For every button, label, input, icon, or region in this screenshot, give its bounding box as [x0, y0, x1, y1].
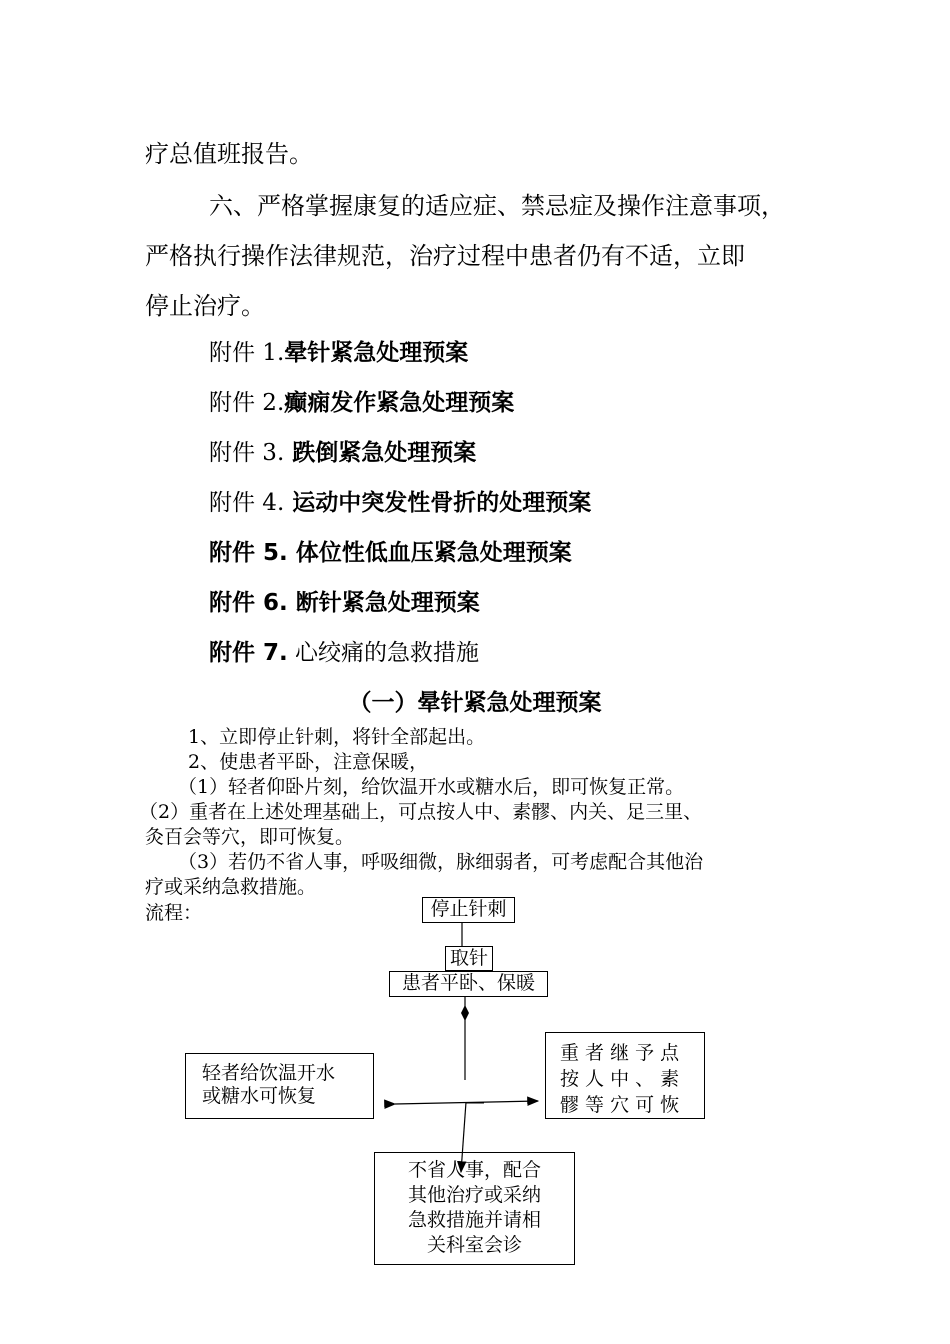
attachment-title: 跌倒紧急处理预案	[284, 440, 477, 466]
attachment-title: 运动中突发性骨折的处理预案	[284, 490, 592, 516]
flow-box-text: 取针	[449, 947, 488, 969]
flow-box-text: 关科室会诊	[426, 1234, 522, 1256]
step-line: 疗或采纳急救措施。	[145, 876, 317, 898]
paragraph-six-line2: 严格执行操作法律规范，治疗过程中患者仍有不适，立即	[145, 242, 745, 270]
flow-box-remove	[445, 946, 493, 971]
paragraph-six-line3: 停止治疗。	[145, 292, 265, 320]
flow-label: 流程：	[145, 902, 203, 924]
paragraph-continuation: 疗总值班报告。	[145, 140, 313, 168]
flow-box-severe	[545, 1032, 705, 1119]
step-line: （2）重者在上述处理基础上，可点按人中、素髎、内关、足三里、	[139, 801, 703, 823]
attachment-prefix: 附件 7.	[209, 640, 288, 666]
flow-box-text: 急救措施并请相	[407, 1209, 541, 1231]
attachment-prefix: 附件 2.	[209, 390, 285, 416]
step-line: 灸百会等穴，即可恢复。	[145, 826, 355, 848]
flow-box-unconscious	[374, 1152, 575, 1265]
attachment-prefix: 附件 1.	[209, 340, 285, 366]
flow-box-text: 轻者给饮温开水	[202, 1062, 336, 1084]
flow-box-text: 髎 等 穴 可 恢	[560, 1094, 680, 1116]
attachment-prefix: 附件 6.	[209, 590, 288, 616]
flow-box-text: 不省人事，配合	[407, 1159, 541, 1181]
step-line: （1）轻者仰卧片刻，给饮温开水或糖水后，即可恢复正常。	[178, 776, 685, 798]
flow-box-text: 重 者 继 予 点	[560, 1042, 680, 1064]
flow-box-stop	[422, 897, 515, 923]
flow-box-text: 或糖水可恢复	[202, 1085, 317, 1107]
flow-box-lie	[389, 971, 548, 997]
attachment-prefix: 附件 5.	[209, 540, 288, 566]
attachment-title: 癫痫发作紧急处理预案	[284, 390, 515, 416]
attachment-title: 体位性低血压紧急处理预案	[287, 540, 572, 566]
attachment-title: 断针紧急处理预案	[287, 590, 480, 616]
flow-box-mild	[185, 1053, 374, 1119]
step-line: 1、立即停止针刺，将针全部起出。	[188, 726, 486, 748]
step-line: 2、使患者平卧，注意保暖，	[188, 751, 429, 773]
step-line: （3）若仍不省人事，呼吸细微，脉细弱者，可考虑配合其他治	[178, 851, 704, 873]
attachment-prefix: 附件 3.	[209, 440, 285, 466]
section-title: （一）晕针紧急处理预案	[348, 690, 602, 716]
flow-box-text: 停止针刺	[430, 898, 507, 920]
flow-box-text: 其他治疗或采纳	[407, 1184, 541, 1206]
flow-box-text: 按 人 中 、 素	[560, 1068, 680, 1090]
paragraph-six-line1: 六、严格掌握康复的适应症、禁忌症及操作注意事项，	[209, 192, 785, 220]
attachment-title: 晕针紧急处理预案	[284, 340, 469, 366]
attachment-title: 心绞痛的急救措施	[287, 640, 480, 666]
flow-box-text: 患者平卧、保暖	[401, 972, 535, 994]
attachment-prefix: 附件 4.	[209, 490, 285, 516]
